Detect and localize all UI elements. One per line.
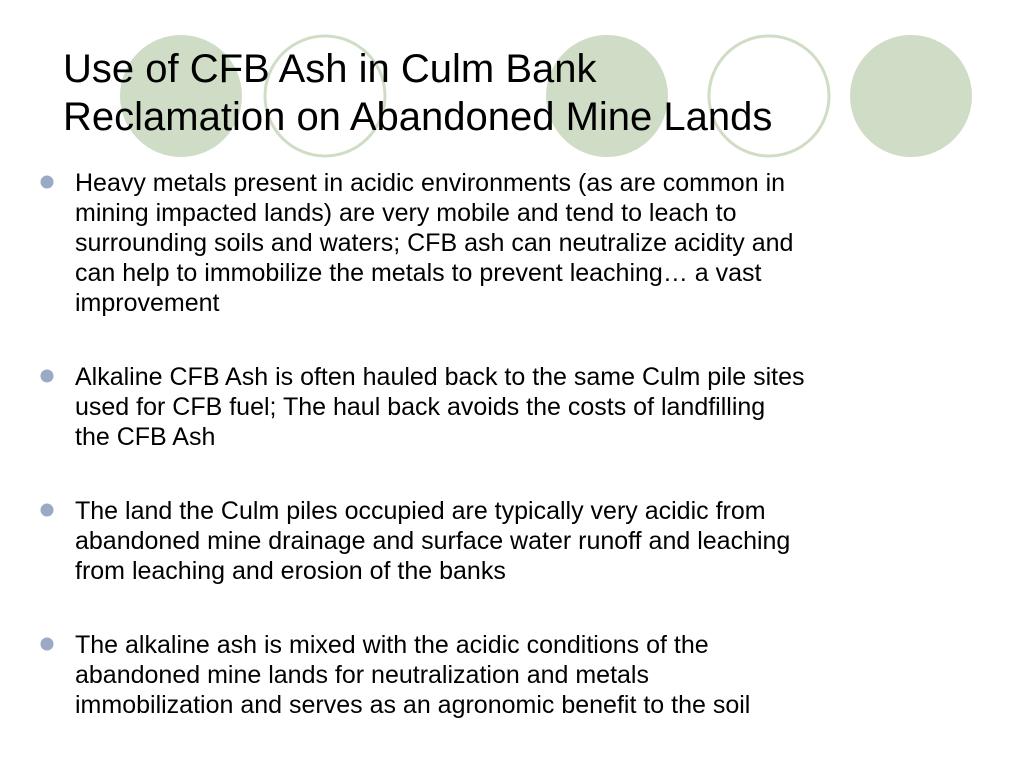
bullet-text-line: mining impacted lands) are very mobile and tend to leach to bbox=[75, 199, 737, 227]
bullet-dot-icon bbox=[40, 503, 54, 517]
bullet-text-line: from leaching and erosion of the banks bbox=[75, 557, 506, 585]
bullet-text-line: the CFB Ash bbox=[75, 423, 216, 451]
bullet-text-line: The alkaline ash is mixed with the acidic conditions of the bbox=[75, 631, 709, 659]
bullet-text-line: surrounding soils and waters; CFB ash can neutralize acidity and bbox=[75, 229, 794, 257]
bullet-item bbox=[38, 630, 998, 720]
bullet-item bbox=[38, 362, 998, 452]
bullet-text-line: abandoned mine drainage and surface water runoff and leaching bbox=[75, 527, 791, 555]
slide-title-line: Reclamation on Abandoned Mine Lands bbox=[63, 95, 773, 139]
bullet-dot-icon bbox=[40, 175, 54, 189]
bullet-text-line: used for CFB fuel; The haul back avoids the costs of landfilling bbox=[75, 393, 766, 421]
bullet-text-line: improvement bbox=[75, 289, 220, 317]
bullet-list bbox=[38, 168, 998, 764]
bullet-dot-icon bbox=[40, 369, 54, 383]
bullet-dot-icon bbox=[40, 637, 54, 651]
bullet-text-line: The land the Culm piles occupied are typically very acidic from bbox=[75, 497, 766, 525]
bullet-text-line: abandoned mine lands for neutralization and metals bbox=[75, 661, 649, 689]
bullet-text-line: Alkaline CFB Ash is often hauled back to the same Culm pile sites bbox=[75, 363, 805, 391]
bullet-item bbox=[38, 496, 998, 586]
bullet-text-line: immobilization and serves as an agronomic benefit to the soil bbox=[75, 691, 751, 719]
bullet-text-line: can help to immobilize the metals to prevent leaching… a vast bbox=[75, 259, 762, 287]
bullet-text-line: Heavy metals present in acidic environments (as are common in bbox=[75, 169, 786, 197]
slide-title-line: Use of CFB Ash in Culm Bank bbox=[63, 47, 597, 91]
slide-title bbox=[63, 45, 963, 141]
bullet-item bbox=[38, 168, 998, 318]
